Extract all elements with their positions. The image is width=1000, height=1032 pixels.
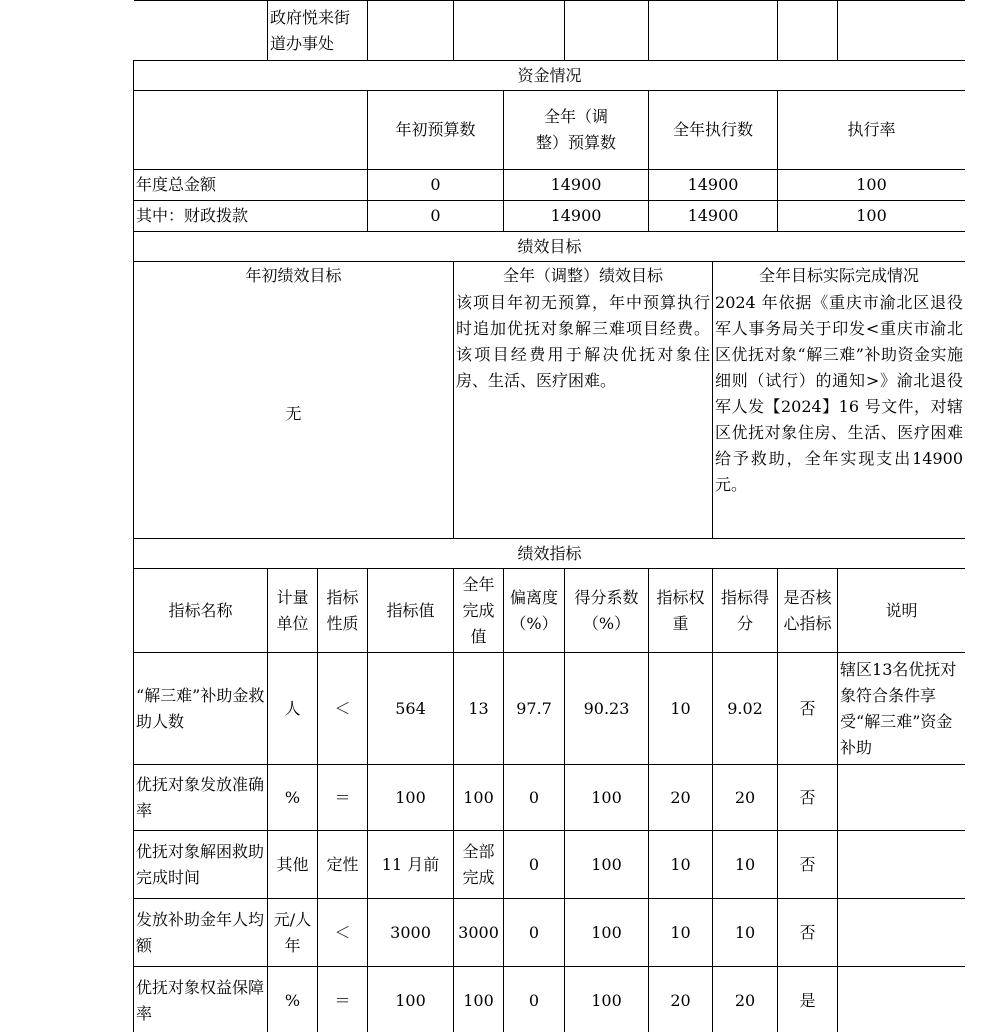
- funding-row: [134, 201, 966, 232]
- indicator-row: [134, 765, 966, 831]
- top-row: [134, 1, 966, 61]
- indicator-deviation: 0: [504, 831, 565, 899]
- indicator-note: [838, 899, 965, 967]
- indicators-section-title: 绩效指标: [134, 539, 966, 569]
- funding-section-title: 资金情况: [134, 61, 966, 91]
- indicator-coef: 90.23: [565, 653, 649, 765]
- indicator-note: [838, 831, 965, 899]
- indicator-score: 20: [713, 967, 778, 1032]
- empty-cell: [134, 1, 268, 61]
- empty-cell: [565, 1, 649, 61]
- performance-table: [133, 0, 965, 1032]
- indicator-unit: 元/人年: [268, 899, 318, 967]
- performance-table-page: [133, 0, 965, 1032]
- indicator-coef: 100: [565, 899, 649, 967]
- header-core: 是否核心指标: [778, 569, 838, 653]
- indicator-score: 10: [713, 899, 778, 967]
- indicator-coef: 100: [565, 831, 649, 899]
- indicator-core: 否: [778, 831, 838, 899]
- indicator-value: 11 月前: [368, 831, 454, 899]
- indicator-score: 10: [713, 831, 778, 899]
- goals-row: [134, 262, 966, 539]
- funding-row: [134, 170, 966, 201]
- header-coef: 得分系数（%）: [565, 569, 649, 653]
- indicator-deviation: 97.7: [504, 653, 565, 765]
- header-actual: 全年完成值: [454, 569, 504, 653]
- indicator-nature: ＝: [318, 967, 368, 1032]
- indicator-coef: 100: [565, 765, 649, 831]
- funding-initial: 0: [368, 170, 504, 201]
- funding-adjusted: 14900: [504, 201, 649, 232]
- indicator-actual: 13: [454, 653, 504, 765]
- indicator-weight: 20: [649, 765, 713, 831]
- indicator-core: 是: [778, 967, 838, 1032]
- goals-section-title: 绩效目标: [134, 232, 966, 262]
- empty-cell: [778, 1, 838, 61]
- header-name: 指标名称: [134, 569, 268, 653]
- indicator-note: 辖区13名优抚对象符合条件享受“解三难”资金补助: [838, 653, 965, 765]
- indicator-weight: 10: [649, 653, 713, 765]
- header-value: 指标值: [368, 569, 454, 653]
- indicator-actual: 100: [454, 967, 504, 1032]
- indicator-row: [134, 653, 966, 765]
- initial-goal-header: 年初绩效目标: [245, 266, 342, 285]
- funding-rate: 100: [778, 170, 965, 201]
- indicator-weight: 10: [649, 899, 713, 967]
- indicator-name: 优抚对象发放准确率: [134, 765, 268, 831]
- indicator-unit: 其他: [268, 831, 318, 899]
- indicator-name: 发放补助金年人均额: [134, 899, 268, 967]
- header-executed: 全年执行数: [649, 91, 778, 170]
- indicator-note: [838, 967, 965, 1032]
- indicator-unit: 人: [268, 653, 318, 765]
- empty-cell: [838, 1, 965, 61]
- indicator-core: 否: [778, 765, 838, 831]
- empty-cell: [368, 1, 454, 61]
- indicator-unit: %: [268, 765, 318, 831]
- indicator-actual: 100: [454, 765, 504, 831]
- actual-goal-cell: [713, 262, 965, 539]
- funding-executed: 14900: [649, 170, 778, 201]
- indicator-value: 100: [368, 967, 454, 1032]
- indicator-weight: 10: [649, 831, 713, 899]
- header-score: 指标得分: [713, 569, 778, 653]
- funding-executed: 14900: [649, 201, 778, 232]
- actual-goal-text: 2024 年依据《重庆市渝北区退役军人事务局关于印发<重庆市渝北区优抚对象“解三难”补助资金实施细则（试行）的通知>》渝北退役军人发【2024】16 号文件，对辖区优抚对象住房、生活、医疗困难给予救助，全年实现支出14900元。: [715, 293, 964, 494]
- funding-row-label: 其中：财政拨款: [134, 201, 368, 232]
- empty-cell: [649, 1, 778, 61]
- dept-name: 政府悦来街道办事处: [268, 1, 368, 61]
- indicator-coef: 100: [565, 967, 649, 1032]
- indicator-note: [838, 765, 965, 831]
- indicator-nature: ＜: [318, 899, 368, 967]
- header-weight: 指标权重: [649, 569, 713, 653]
- indicator-actual: 3000: [454, 899, 504, 967]
- header-unit: 计量单位: [268, 569, 318, 653]
- indicator-row: [134, 831, 966, 899]
- indicator-name: 优抚对象权益保障率: [134, 967, 268, 1032]
- indicator-deviation: 0: [504, 967, 565, 1032]
- indicator-nature: 定性: [318, 831, 368, 899]
- header-adjusted-budget: 全年（调整）预算数: [504, 91, 649, 170]
- indicator-score: 9.02: [713, 653, 778, 765]
- indicator-value: 3000: [368, 899, 454, 967]
- adjusted-goal-cell: [454, 262, 713, 539]
- indicator-value: 564: [368, 653, 454, 765]
- adjusted-goal-text: 该项目年初无预算，年中预算执行时追加优抚对象解三难项目经费。该项目经费用于解决优抚对象住房、生活、医疗困难。: [456, 293, 711, 390]
- indicator-actual: 全部完成: [454, 831, 504, 899]
- funding-adjusted: 14900: [504, 170, 649, 201]
- funding-header-row: [134, 91, 966, 170]
- funding-rate: 100: [778, 201, 965, 232]
- header-initial-budget: 年初预算数: [368, 91, 504, 170]
- funding-row-label: 年度总金额: [134, 170, 368, 201]
- initial-goal-value: 无: [285, 404, 302, 423]
- funding-initial: 0: [368, 201, 504, 232]
- initial-goal-cell: [134, 262, 454, 539]
- adjusted-goal-header: 全年（调整）绩效目标: [503, 266, 664, 285]
- header-note: 说明: [838, 569, 965, 653]
- indicator-core: 否: [778, 653, 838, 765]
- empty-cell: [134, 91, 368, 170]
- header-nature: 指标性质: [318, 569, 368, 653]
- indicator-row: [134, 967, 966, 1032]
- indicator-nature: ＜: [318, 653, 368, 765]
- header-exec-rate: 执行率: [778, 91, 965, 170]
- indicator-score: 20: [713, 765, 778, 831]
- indicator-unit: %: [268, 967, 318, 1032]
- indicator-nature: ＝: [318, 765, 368, 831]
- indicator-deviation: 0: [504, 765, 565, 831]
- indicator-name: “解三难”补助金救助人数: [134, 653, 268, 765]
- indicator-value: 100: [368, 765, 454, 831]
- actual-goal-header: 全年目标实际完成情况: [759, 266, 920, 285]
- indicator-row: [134, 899, 966, 967]
- header-deviation: 偏离度（%）: [504, 569, 565, 653]
- indicator-name: 优抚对象解困救助完成时间: [134, 831, 268, 899]
- empty-cell: [454, 1, 565, 61]
- indicator-deviation: 0: [504, 899, 565, 967]
- indicator-core: 否: [778, 899, 838, 967]
- indicators-header-row: [134, 569, 966, 653]
- indicator-weight: 20: [649, 967, 713, 1032]
